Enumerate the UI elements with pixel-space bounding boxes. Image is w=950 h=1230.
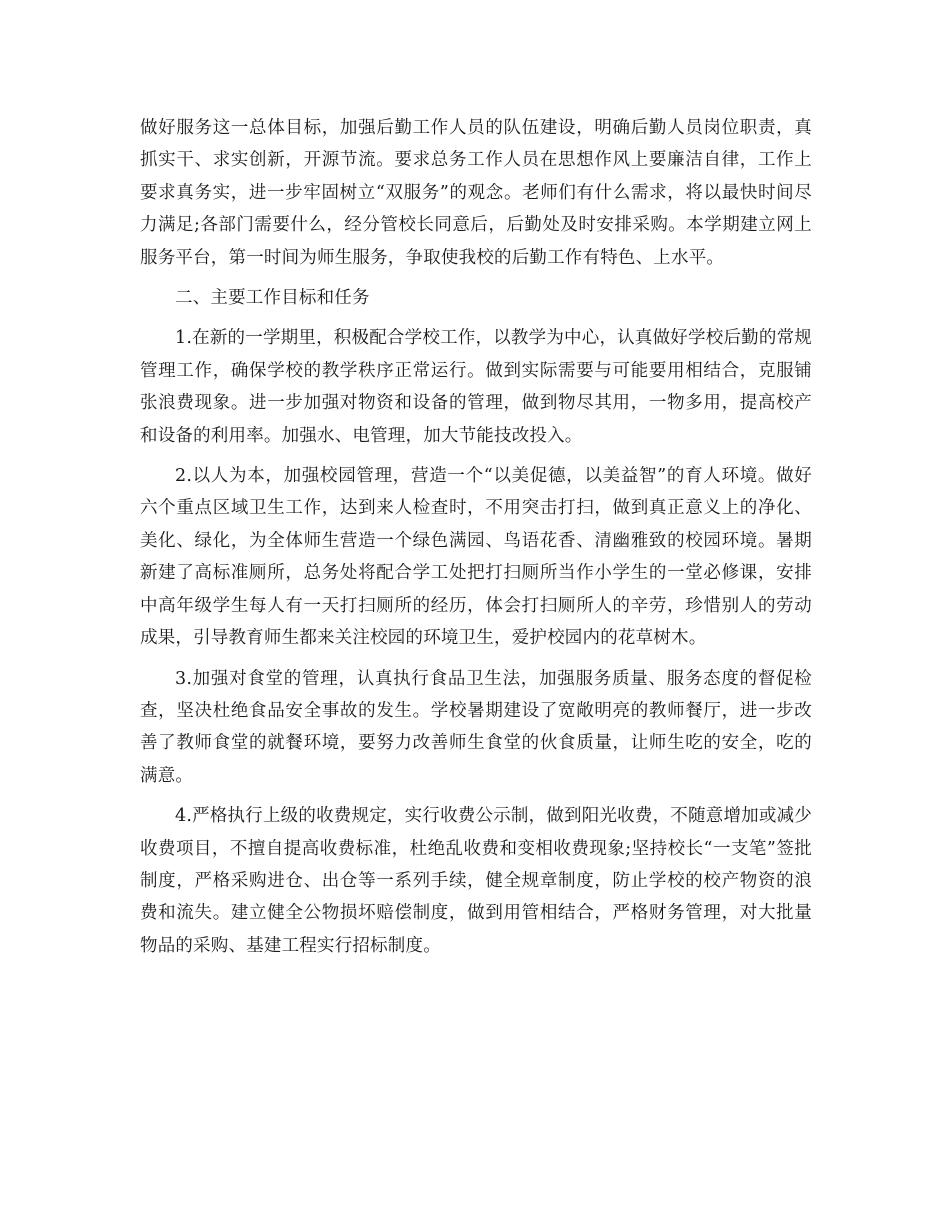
paragraph-continuation: 做好服务这一总体目标，加强后勤工作人员的队伍建设，明确后勤人员岗位职责，真抓实干、求实创新，开源节流。要求总务工作人员在思想作风上要廉洁自律，工作上要求真务实，进一步牢固树立“双服务”的观念。老师们有什么需求，将以最快时间尽力满足;各部门需要什么，经分管校长同意后，后勤处及时安排采购。本学期建立网上服务平台，第一时间为师生服务，争取使我校的后勤工作有特色、上水平。 bbox=[140, 118, 812, 268]
paragraph-item-2: 2.以人为本，加强校园管理，营造一个“以美促德，以美益智”的育人环境。做好六个重点区域卫生工作，达到来人检查时，不用突击打扫，做到真正意义上的净化、美化、绿化，为全体师生营造一个绿色满园、鸟语花香、清幽雅致的校园环境。暑期新建了高标准厕所，总务处将配合学工处把打扫厕所当作小学生的一堂必修课，安排中高年级学生每人有一天打扫厕所的经历，体会打扫厕所人的辛劳，珍惜别人的劳动成果，引导教育师生都来关注校园的环境卫生，爱护校园内的花草树木。 bbox=[140, 466, 812, 649]
paragraph-item-3: 3.加强对食堂的管理，认真执行食品卫生法，加强服务质量、服务态度的督促检查，坚决杜绝食品安全事故的发生。学校暑期建设了宽敞明亮的教师餐厅，进一步改善了教师食堂的就餐环境，要努力改善师生食堂的伙食质量，让师生吃的安全，吃的满意。 bbox=[140, 668, 812, 786]
paragraph-item-1: 1.在新的一学期里，积极配合学校工作，以教学为中心，认真做好学校后勤的常规管理工作，确保学校的教学秩序正常运行。做到实际需要与可能要用相结合，克服铺张浪费现象。进一步加强对物资和设备的管理，做到物尽其用，一物多用，提高校产和设备的利用率。加强水、电管理，加大节能技改投入。 bbox=[140, 328, 812, 446]
paragraph-item-4: 4.严格执行上级的收费规定，实行收费公示制，做到阳光收费，不随意增加或减少收费项目，不擅自提高收费标准，杜绝乱收费和变相收费现象;坚持校长“一支笔”签批制度，严格采购进仓、出仓等一系列手续，健全规章制度，防止学校的校产物资的浪费和流失。建立健全公物损坏赔偿制度，做到用管相结合，严格财务管理，对大批量物品的采购、基建工程实行招标制度。 bbox=[140, 806, 812, 956]
section-heading: 二、主要工作目标和任务 bbox=[175, 288, 370, 309]
document-body bbox=[140, 112, 812, 970]
